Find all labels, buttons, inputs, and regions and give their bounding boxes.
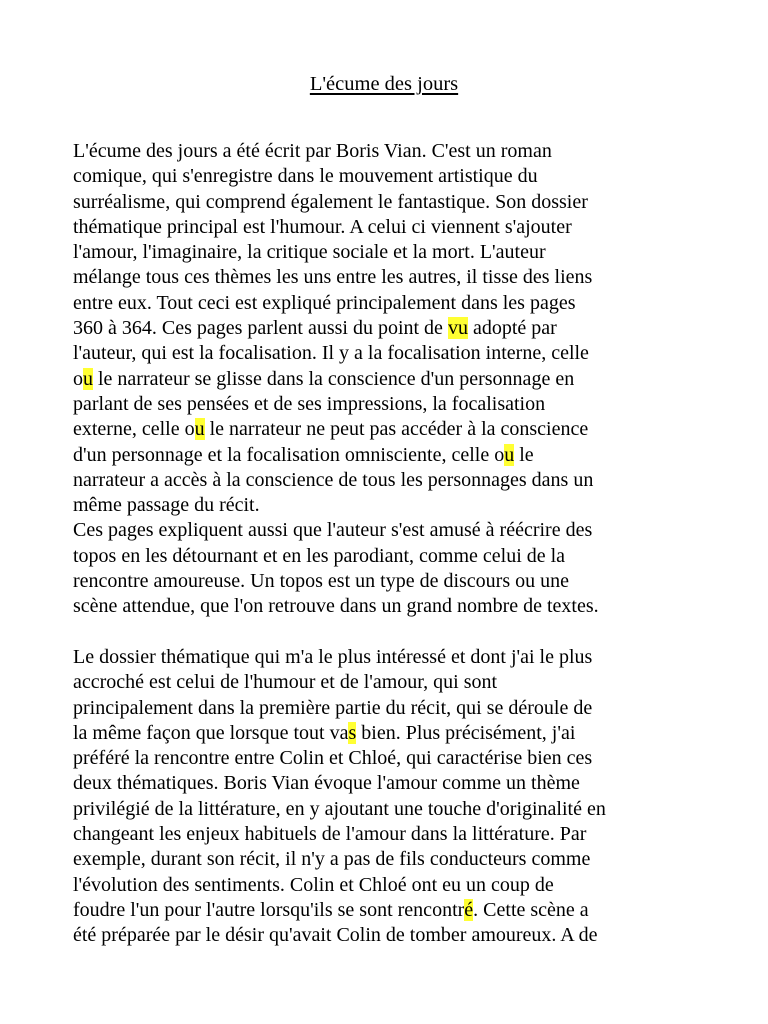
text-segment: principalement dans la première partie du récit, qui se déroule de: [73, 696, 593, 719]
text-segment: été préparée par le désir qu'avait Colin de tomber amoureux. A de: [73, 924, 598, 947]
text-segment: adopté par: [467, 317, 557, 340]
text-line: [73, 468, 713, 493]
text-line: [73, 417, 713, 442]
text-segment: l'évolution des sentiments. Colin et Chloé ont eu un coup de: [73, 873, 554, 896]
text-segment: rencontre amoureuse. Un topos est un type de discours ou une: [73, 570, 569, 593]
text-line: [73, 923, 713, 948]
highlighted-text: u: [194, 418, 205, 441]
highlighted-text: u: [83, 367, 93, 390]
text-segment: parlant de ses pensées et de ses impressions, la focalisation: [73, 392, 546, 415]
text-line: [73, 797, 713, 822]
text-segment: mélange tous ces thèmes les uns entre les autres, il tisse des liens: [73, 266, 593, 289]
document-title: [0, 70, 768, 98]
text-segment: thématique principal est l'humour. A celui ci viennent s'ajouter: [73, 215, 572, 238]
text-line: [73, 873, 713, 898]
text-line: [73, 721, 713, 746]
paragraph: [73, 139, 713, 518]
text-line: [73, 696, 713, 721]
text-line: [73, 569, 713, 594]
text-segment: la même façon que lorsque tout va: [73, 721, 349, 744]
text-segment: 360 à 364. Ces pages parlent aussi du point de: [73, 317, 448, 340]
text-segment: externe, celle o: [73, 418, 195, 441]
text-segment: scène attendue, que l'on retrouve dans un grand nombre de textes.: [73, 595, 599, 618]
text-line: [73, 316, 713, 341]
text-line: [73, 215, 713, 240]
text-line: [73, 443, 713, 468]
text-segment: . Cette scène a: [473, 898, 589, 921]
text-segment: accroché est celui de l'humour et de l'amour, qui sont: [73, 671, 498, 694]
text-segment: exemple, durant son récit, il n'y a pas de fils conducteurs comme: [73, 848, 591, 871]
text-segment: le narrateur ne peut pas accéder à la conscience: [204, 418, 589, 441]
paragraph: [73, 518, 713, 619]
text-line: [73, 822, 713, 847]
paragraph-spacer: [73, 620, 713, 645]
text-line: [73, 190, 713, 215]
text-line: [73, 164, 713, 189]
text-line: [73, 898, 713, 923]
text-line: [73, 392, 713, 417]
text-line: [73, 493, 713, 518]
text-segment: l'amour, l'imaginaire, la critique sociale et la mort. L'auteur: [73, 241, 546, 264]
text-segment: L'écume des jours a été écrit par Boris Vian. C'est un roman: [73, 140, 552, 162]
text-segment: topos en les détournant et en les parodiant, comme celui de la: [73, 544, 566, 567]
highlighted-text: vu: [447, 317, 468, 340]
text-segment: narrateur a accès à la conscience de tous les personnages dans un: [73, 468, 594, 491]
paragraph: [73, 645, 713, 949]
text-segment: le: [514, 443, 534, 466]
text-line: [73, 847, 713, 872]
text-line: [73, 518, 713, 543]
text-segment: Le dossier thématique qui m'a le plus intéressé et dont j'ai le plus: [73, 645, 593, 668]
document-body: [73, 139, 713, 949]
text-segment: le narrateur se glisse dans la conscience d'un personnage en: [93, 367, 575, 390]
text-line: [73, 291, 713, 316]
text-segment: o: [73, 367, 83, 390]
text-line: [73, 265, 713, 290]
text-line: [73, 645, 713, 670]
text-segment: l'auteur, qui est la focalisation. Il y a la focalisation interne, celle: [73, 342, 589, 365]
text-line: [73, 771, 713, 796]
text-segment: bien. Plus précisément, j'ai: [356, 721, 576, 744]
text-line: [73, 341, 713, 366]
text-segment: changeant les enjeux habituels de l'amour dans la littérature. Par: [73, 823, 587, 846]
text-segment: surréalisme, qui comprend également le fantastique. Son dossier: [73, 190, 588, 213]
text-segment: deux thématiques. Boris Vian évoque l'amour comme un thème: [73, 772, 580, 795]
text-segment: foudre l'un pour l'autre lorsqu'ils se sont rencontr: [73, 898, 465, 921]
text-line: [73, 240, 713, 265]
text-segment: Ces pages expliquent aussi que l'auteur s'est amusé à réécrire des: [73, 519, 593, 542]
text-segment: préféré la rencontre entre Colin et Chloé, qui caractérise bien ces: [73, 747, 593, 770]
highlighted-text: s: [348, 721, 357, 744]
text-line: [73, 367, 713, 392]
text-line: [73, 594, 713, 619]
text-line: [73, 746, 713, 771]
highlighted-text: u: [504, 443, 515, 466]
text-segment: même passage du récit.: [73, 494, 260, 517]
title-text: L'écume des jours: [309, 73, 459, 95]
text-line: [73, 139, 713, 164]
highlighted-text: é: [464, 898, 474, 921]
text-segment: comique, qui s'enregistre dans le mouvement artistique du: [73, 165, 538, 188]
text-segment: d'un personnage et la focalisation omnisciente, celle o: [73, 443, 505, 466]
text-segment: entre eux. Tout ceci est expliqué principalement dans les pages: [73, 291, 576, 314]
text-line: [73, 544, 713, 569]
text-segment: privilégié de la littérature, en y ajoutant une touche d'originalité en: [73, 797, 606, 820]
text-line: [73, 670, 713, 695]
